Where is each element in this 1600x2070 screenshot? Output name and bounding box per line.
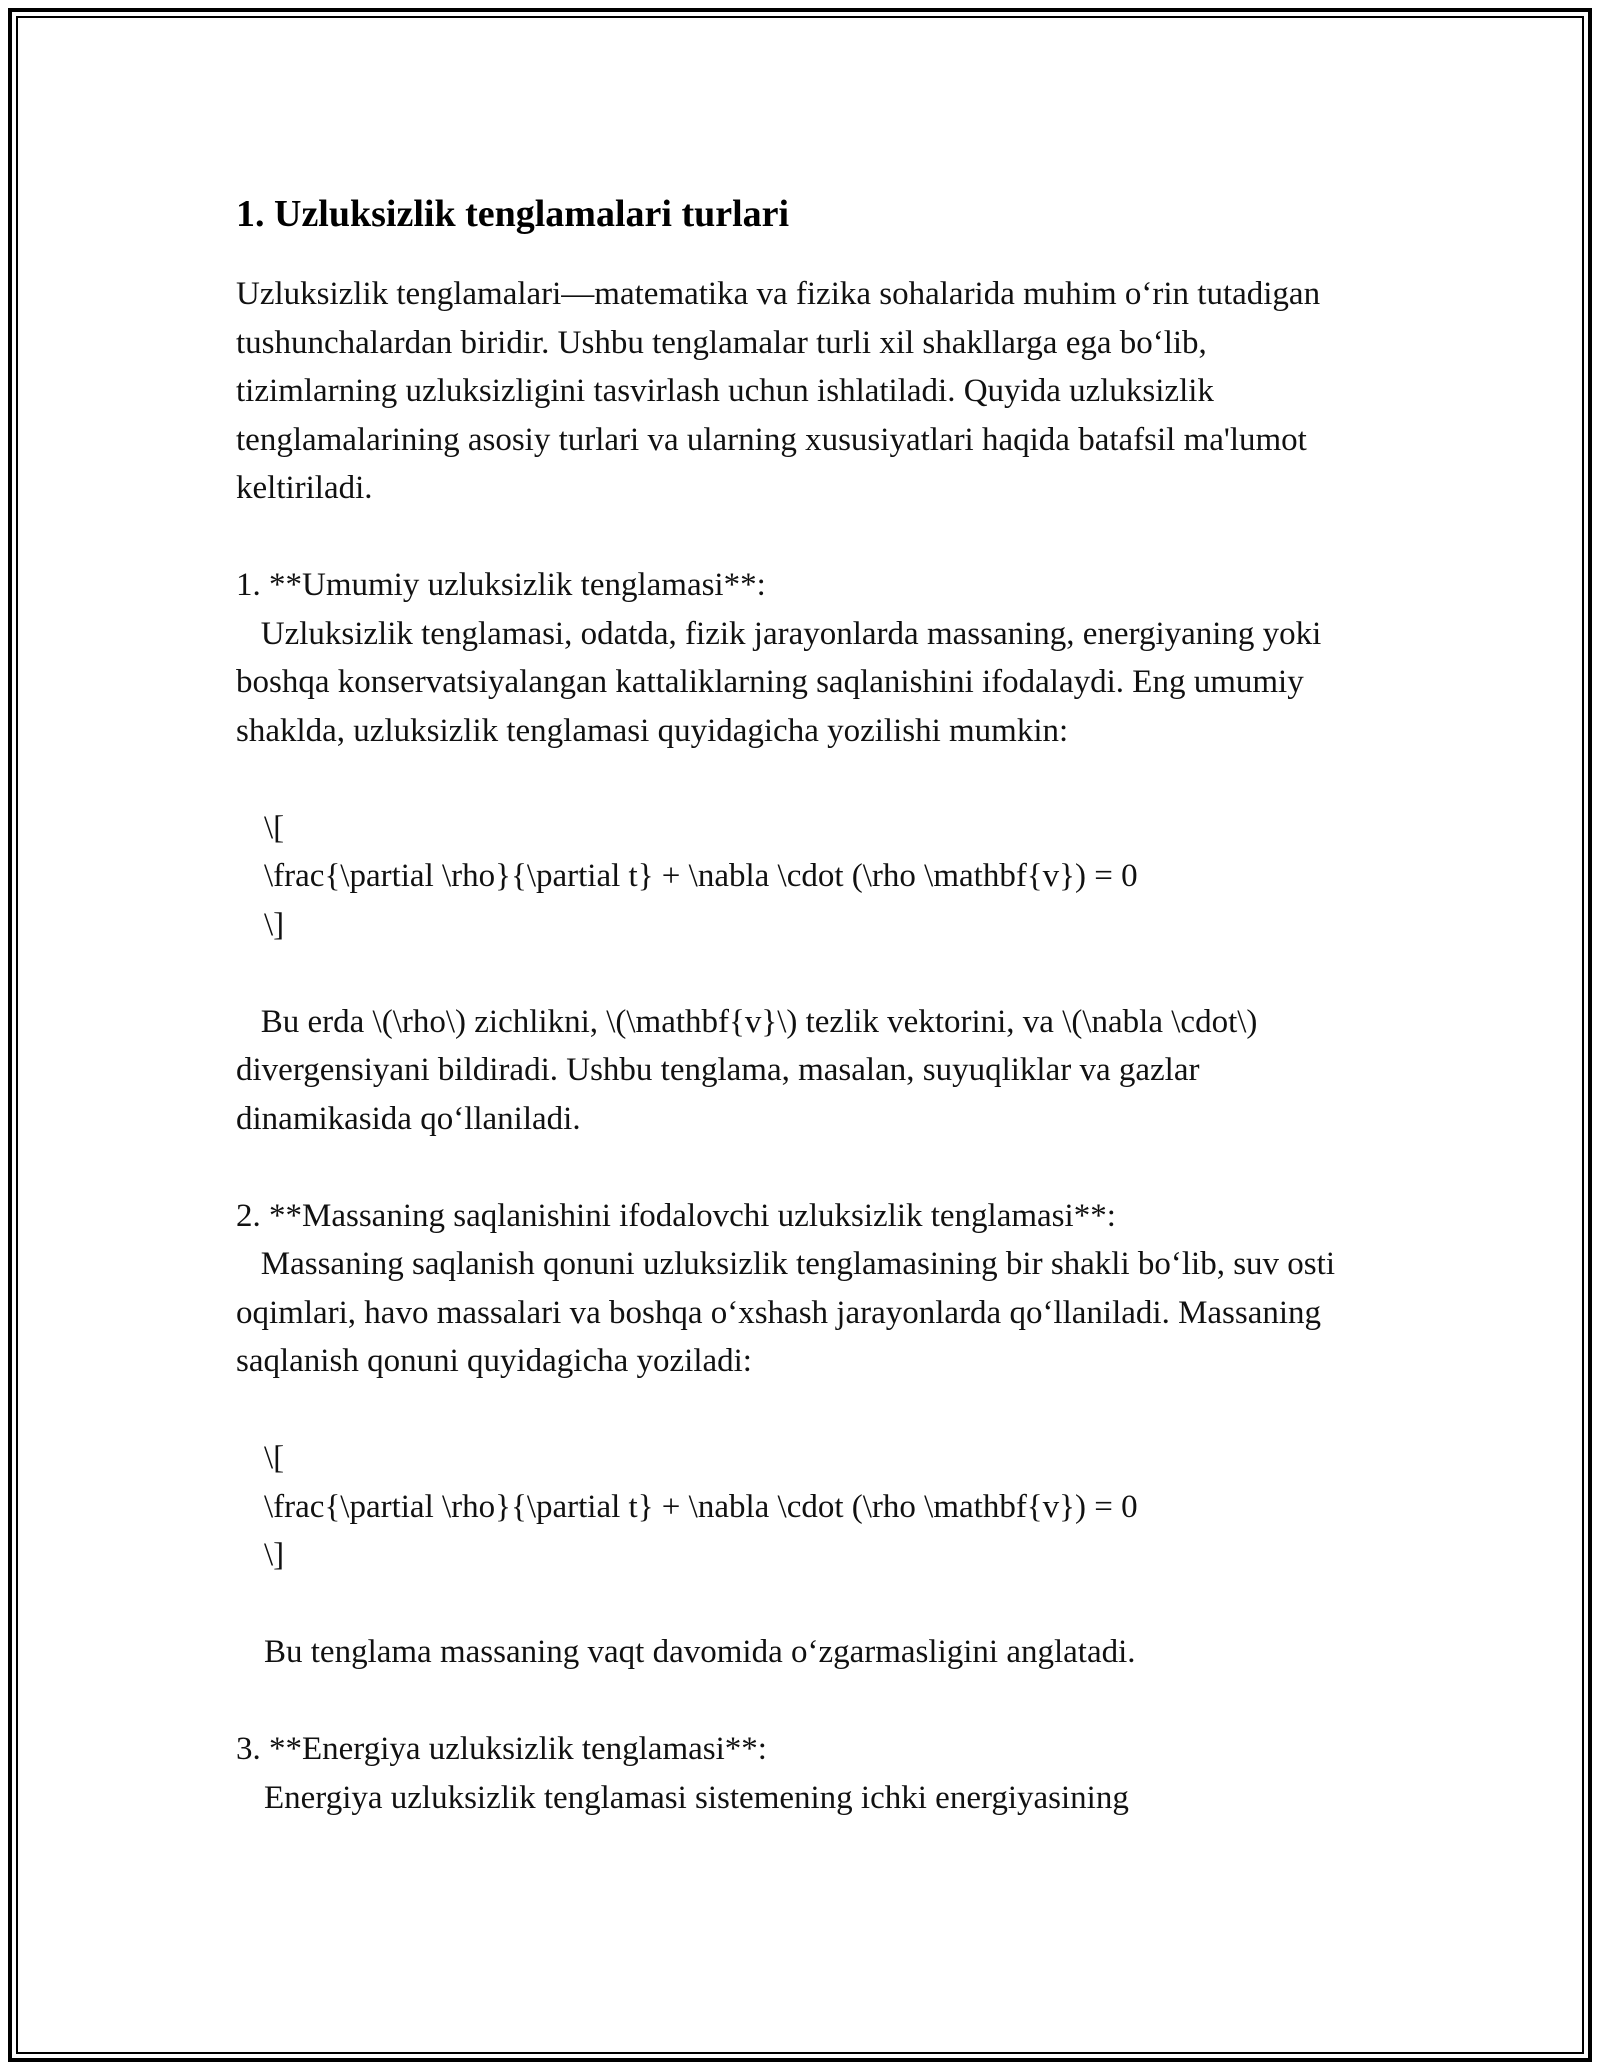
section-1-formula-open: \[ [264,809,285,846]
spacer [236,1386,1376,1435]
spacer [236,1143,1376,1192]
section-1-after: Bu erda \(\rho\) zichlikni, \(\mathbf{v}\) tezlik vektorini, va \(\nabla \cdot\) divergensiyani bildiradi. Ushbu tenglama, masalan, suyuqliklar va gazlar dinamikasida qo‘llaniladi. [236,1003,1266,1137]
section-3-body: Energiya uzluksizlik tenglamasi sistemening ichki energiyasining [264,1779,1129,1816]
section-1-formula: \frac{\partial \rho}{\partial t} + \nabla \cdot (\rho \mathbf{v}) = 0 [264,858,1138,894]
section-2-formula-open: \[ [264,1440,285,1476]
section-2-after: Bu tenglama massaning vaqt davomida o‘zgarmasligini anglatadi. [264,1634,1136,1670]
section-2-heading: 2. **Massaning saqlanishini ifodalovchi uzluksizlik tenglamasi**: [236,1197,1116,1234]
spacer [236,1580,1376,1629]
section-2-formula-close: \] [264,1537,285,1573]
section-2-body: Massaning saqlanish qonuni uzluksizlik tenglamasining bir shakli bo‘lib, suv osti oqimlari, havo massalari va boshqa o‘xshash jarayonlarda qo‘llaniladi. Massaning saqlanish qonuni quyidagicha yoziladi: [236,1246,1344,1379]
section-2-formula: \frac{\partial \rho}{\partial t} + \nabla \cdot (\rho \mathbf{v}) = 0 [264,1488,1138,1525]
spacer [236,949,1376,998]
section-1-heading: 1. **Umumiy uzluksizlik tenglamasi**: [236,567,766,603]
spacer [236,1677,1376,1726]
document-title: 1. Uzluksizlik tenglamalari turlari [236,193,790,235]
spacer [236,513,1376,562]
section-1-body: Uzluksizlik tenglamasi, odatda, fizik jarayonlarda massaning, energiyaning yoki boshqa konservatsiyalangan kattaliklarning saqlanishini ifodalaydi. Eng umumiy shaklda, uzluksizlik tenglamasi quyidagicha yozilishi mumkin: [236,615,1330,749]
intro-paragraph: Uzluksizlik tenglamalari—matematika va fizika sohalarida muhim o‘rin tutadigan tushunchalardan biridir. Ushbu tenglamalar turli xil shakllarga ega bo‘lib, tizimlarning uzluksizligini tasvirlash uchun ishlatiladi. Quyida uzluksizlik tenglamalarining asosiy turlari va ularning xususiyatlari haqida batafsil ma'lumot keltiriladi. [236,276,1329,506]
section-1-formula-close: \] [264,906,285,943]
document-body [236,188,1376,1822]
spacer [236,755,1376,804]
section-3-heading: 3. **Energiya uzluksizlik tenglamasi**: [236,1731,767,1767]
